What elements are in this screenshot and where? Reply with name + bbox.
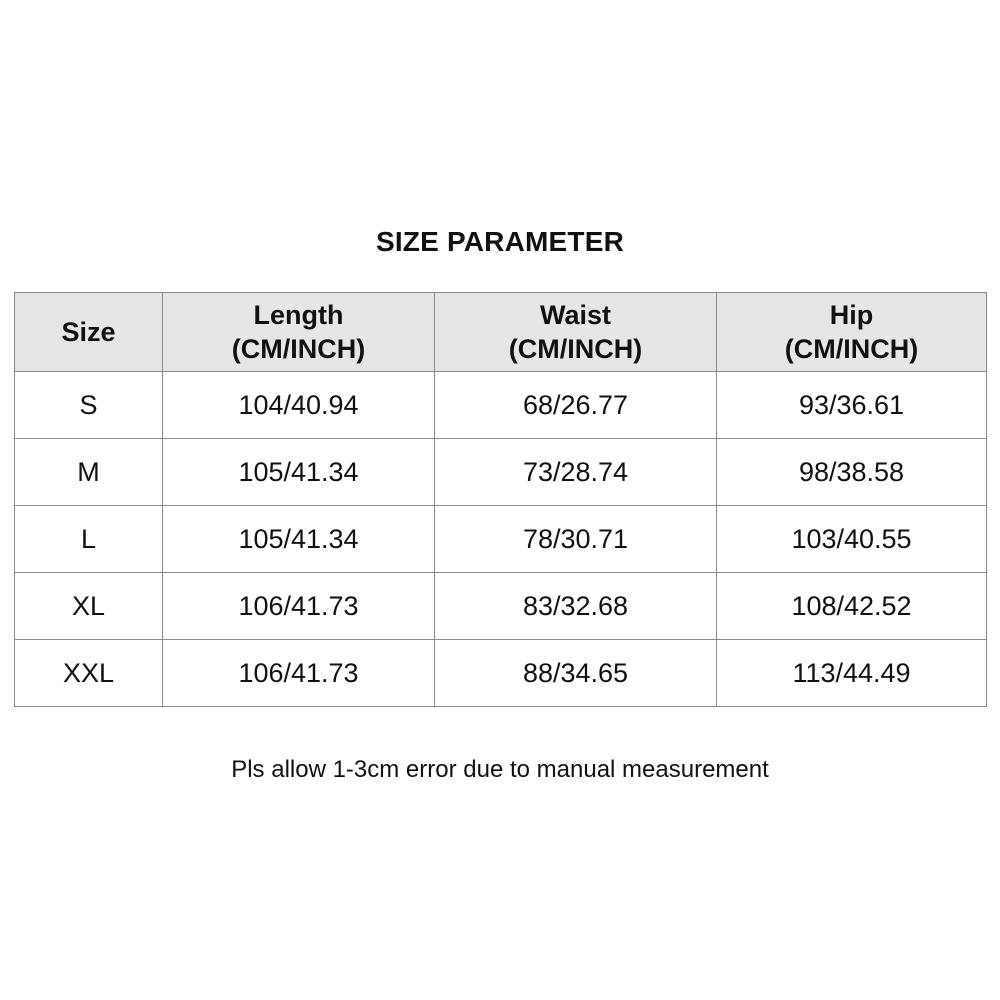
cell-waist: 88/34.65 [435,640,717,707]
cell-waist: 73/28.74 [435,439,717,506]
header-label: Hip [829,300,874,330]
cell-size: L [15,506,163,573]
header-hip [717,293,987,372]
table-row [15,573,987,640]
cell-length: 105/41.34 [163,506,435,573]
table-row [15,506,987,573]
cell-hip: 98/38.58 [717,439,987,506]
header-unit: (CM/INCH) [508,334,643,364]
cell-waist: 68/26.77 [435,372,717,439]
page-title: SIZE PARAMETER [375,226,625,257]
cell-hip: 108/42.52 [717,573,987,640]
header-unit: (CM/INCH) [231,334,366,364]
cell-hip: 113/44.49 [717,640,987,707]
cell-hip: 103/40.55 [717,506,987,573]
table-row [15,640,987,707]
header-label: Waist [539,300,611,330]
cell-waist: 78/30.71 [435,506,717,573]
cell-length: 106/41.73 [163,640,435,707]
header-waist [435,293,717,372]
cell-size: XXL [15,640,163,707]
cell-size: XL [15,573,163,640]
table-header-row [15,293,987,372]
size-table [14,292,987,707]
header-label: Length [253,300,344,330]
cell-length: 104/40.94 [163,372,435,439]
cell-hip: 93/36.61 [717,372,987,439]
header-length [163,293,435,372]
header-unit: (CM/INCH) [784,334,919,364]
header-size [15,293,163,372]
header-label: Size [61,317,116,347]
measurement-note: Pls allow 1-3cm error due to manual measurement [231,756,769,783]
cell-length: 105/41.34 [163,439,435,506]
cell-size: M [15,439,163,506]
table-row [15,372,987,439]
table-row [15,439,987,506]
cell-length: 106/41.73 [163,573,435,640]
cell-size: S [15,372,163,439]
cell-waist: 83/32.68 [435,573,717,640]
